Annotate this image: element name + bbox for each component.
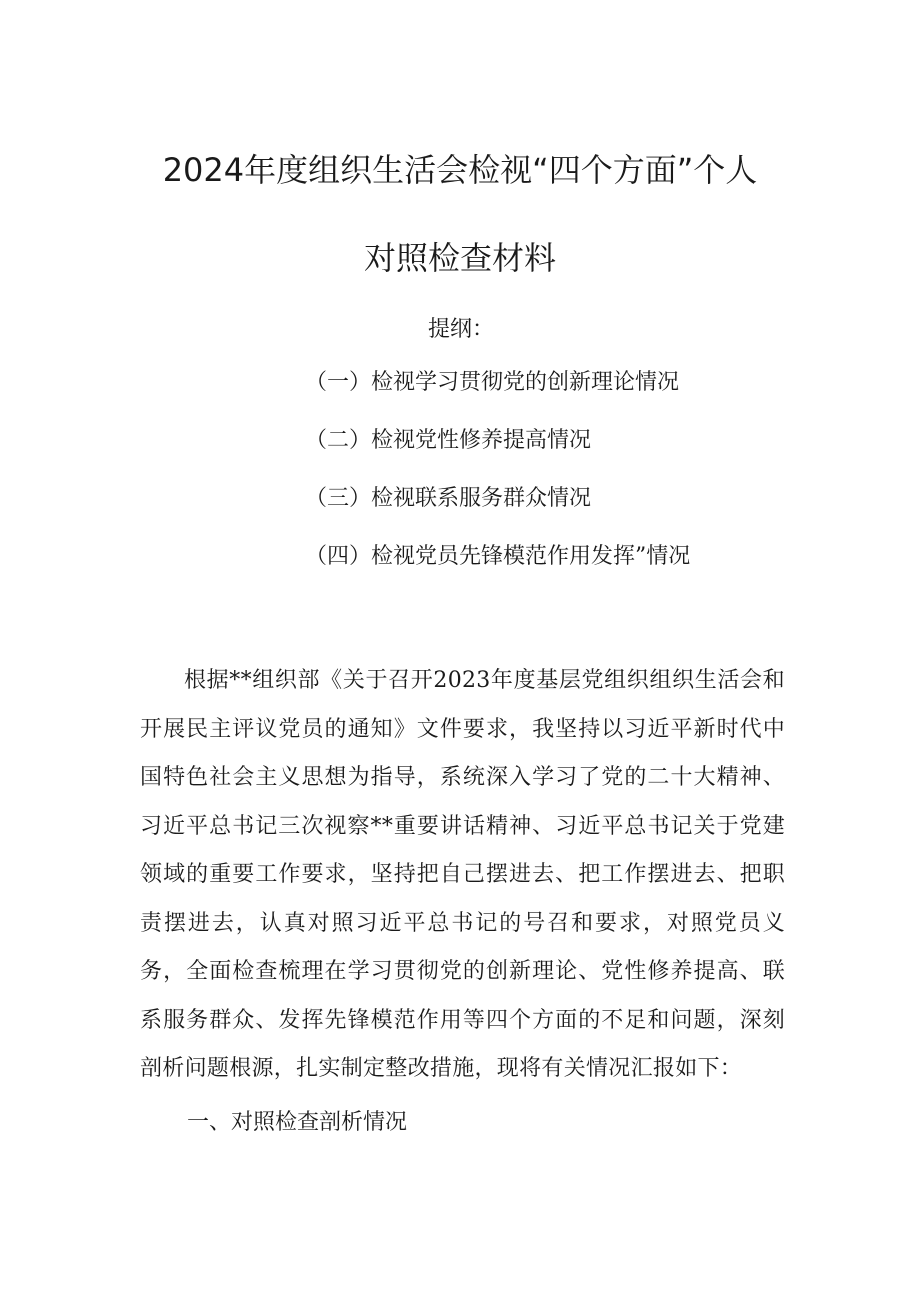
section-heading: 一、对照检查剖析情况 [187, 1110, 408, 1135]
document-title-line-1: 2024年度组织生活会检视“四个方面”个人 [162, 151, 758, 189]
intro-paragraph: 根据**组织部《关于召开2023年度基层党组织组织生活会和开展民主评议党员的通知》文件要求，我坚持以习近平新时代中国特色社会主义思想为指导，系统深入学习了党的二十大精神、习近平总书记三次视察**重要讲话精神、习近平总书记关于党建领域的重要工作要求，坚持把自己摆进去、把工作摆进去、把职责摆进去，认真对照习近平总书记的号召和要求，对照党员义务，全面检查梳理在学习贯彻党的创新理论、党性修养提高、联系服务群众、发挥先锋模范作用等四个方面的不足和问题，深刻剖析问题根源，扎实制定整改措施，现将有关情况汇报如下： [140, 668, 785, 1081]
outline-item: （二）检视党性修养提高情况 [305, 428, 592, 453]
outline-item: （三）检视联系服务群众情况 [305, 486, 592, 511]
outline-list [305, 368, 690, 600]
outline-label: 提纲： [428, 317, 495, 342]
outline-item: （一）检视学习贯彻党的创新理论情况 [305, 370, 680, 395]
document-title-line-2: 对照检查材料 [363, 239, 556, 277]
outline-item: （四）检视党员先锋模范作用发挥”情况 [305, 544, 691, 569]
